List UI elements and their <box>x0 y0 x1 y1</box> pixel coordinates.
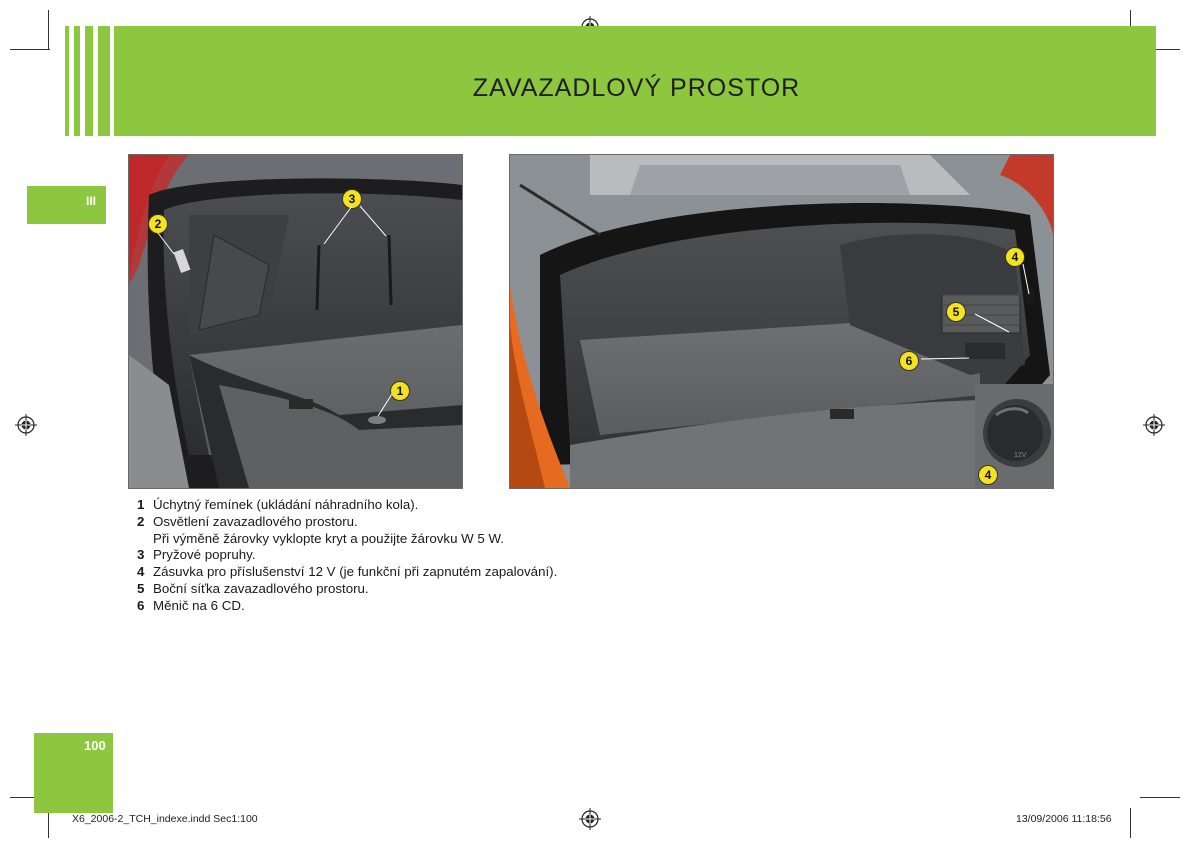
legend-item <box>137 564 557 581</box>
legend-item <box>137 547 557 564</box>
callout-leader-lines <box>509 154 1052 487</box>
legend-item <box>137 581 557 598</box>
crop-mark <box>1140 797 1180 798</box>
legend-item <box>137 531 557 548</box>
page-number: 100 <box>84 738 106 753</box>
legend-list <box>137 497 557 615</box>
legend-item <box>137 514 557 531</box>
callout-4-inset: 4 <box>978 465 998 485</box>
callout-leader-lines <box>128 154 461 487</box>
svg-text:12V: 12V <box>1014 452 1027 459</box>
registration-mark-icon <box>579 808 601 830</box>
legend-text: Zásuvka pro příslušenství 12 V (je funkční při zapnutém zapalování). <box>153 564 558 580</box>
page-title: ZAVAZADLOVÝ PROSTOR <box>472 74 801 102</box>
legend-number: 3 <box>137 547 145 563</box>
header-stripes <box>65 26 117 136</box>
crop-mark <box>48 10 49 50</box>
registration-mark-icon <box>1143 414 1165 436</box>
callout-5: 5 <box>946 302 966 322</box>
legend-number: 6 <box>137 597 145 613</box>
legend-number <box>137 531 153 548</box>
legend-text: Měnič na 6 CD. <box>153 597 245 613</box>
callout-2: 2 <box>148 214 168 234</box>
registration-mark-icon <box>15 414 37 436</box>
legend-item <box>137 497 557 514</box>
legend-number: 2 <box>137 513 145 529</box>
legend-text: Boční síťka zavazadlového prostoru. <box>153 580 369 596</box>
callout-4: 4 <box>1005 247 1025 267</box>
legend-number: 1 <box>137 497 145 512</box>
footer-file-info: X6_2006-2_TCH_indexe.indd Sec1:100 <box>72 813 258 825</box>
legend-text: Osvětlení zavazadlového prostoru. <box>153 513 358 529</box>
footer-timestamp: 13/09/2006 11:18:56 <box>1016 813 1112 825</box>
legend-text: Úchytný řemínek (ukládání náhradního kola). <box>153 497 419 512</box>
callout-3: 3 <box>342 189 362 209</box>
legend-text: Při výměně žárovky vyklopte kryt a použijte žárovku W 5 W. <box>153 530 505 546</box>
crop-mark <box>1130 808 1131 838</box>
callout-6: 6 <box>899 351 919 371</box>
crop-mark <box>10 49 50 50</box>
legend-item <box>137 598 557 615</box>
section-label: III <box>86 194 97 208</box>
legend-number: 4 <box>137 564 145 580</box>
callout-1: 1 <box>390 381 410 401</box>
legend-number: 5 <box>137 580 145 596</box>
legend-text: Pryžové popruhy. <box>153 547 256 563</box>
